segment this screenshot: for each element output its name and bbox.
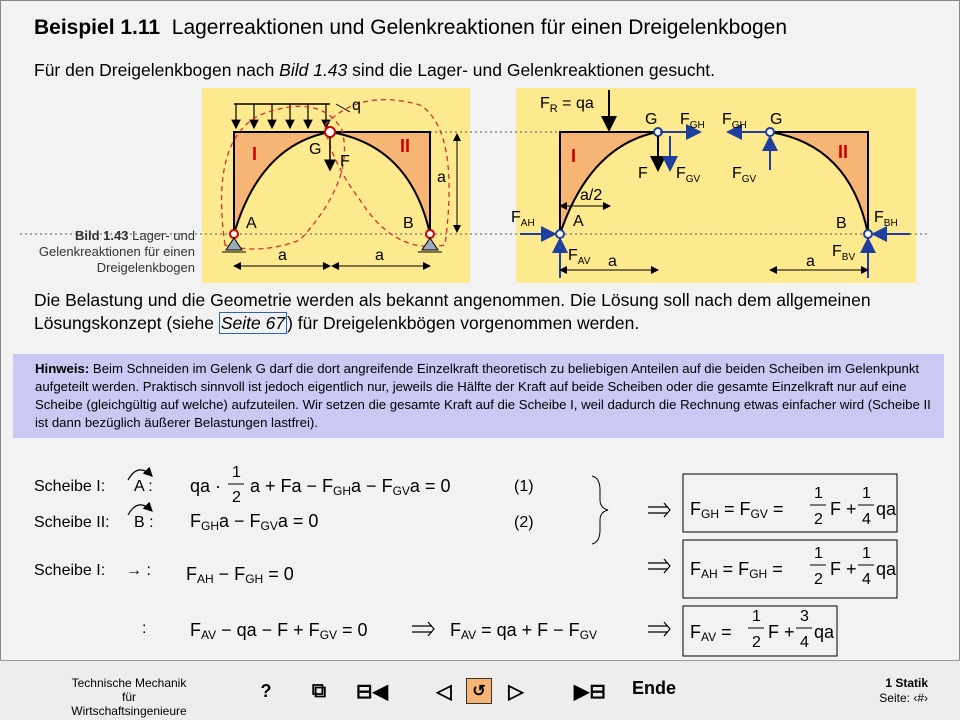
back-icon[interactable]: ◁ bbox=[436, 680, 452, 703]
label-B-right: B bbox=[836, 215, 847, 232]
svg-text:qa: qa bbox=[814, 622, 835, 642]
eq3: FAH − FGH = 0 bbox=[186, 564, 294, 586]
footer-right bbox=[879, 676, 928, 706]
label-II-right: II bbox=[838, 142, 849, 162]
return-icon[interactable]: ↺ bbox=[466, 678, 492, 704]
svg-text:1: 1 bbox=[232, 464, 241, 481]
label-I-left: I bbox=[252, 144, 258, 164]
row3-point: → : bbox=[126, 562, 151, 579]
label-a2: a bbox=[375, 247, 384, 264]
title-bold: Beispiel 1.11 bbox=[34, 16, 161, 39]
label-G-mid: G bbox=[645, 111, 658, 128]
label-FGV-right: $F_{GV}$ bbox=[732, 165, 757, 185]
end-button[interactable]: Ende bbox=[632, 678, 677, 698]
label-B-left: B bbox=[403, 215, 414, 232]
help-button[interactable]: ? bbox=[260, 680, 272, 701]
label-a-half: a/2 bbox=[580, 187, 603, 204]
res1: FGH = FGV = bbox=[690, 499, 784, 521]
paragraph-post: ) für Dreigelenkbögen vorgenommen werden. bbox=[287, 313, 640, 333]
svg-text:3: 3 bbox=[800, 608, 809, 625]
page-link[interactable]: Seite 67 bbox=[220, 313, 286, 333]
caption-text: Lager- und Gelenkreaktionen für einen Dreigelenkbogen bbox=[38, 228, 195, 275]
intro-pre: Für den Dreigelenkbogen nach bbox=[34, 60, 280, 80]
row2-num: (2) bbox=[514, 514, 534, 531]
label-a1: a bbox=[278, 247, 287, 264]
label-F-left: F bbox=[340, 153, 350, 170]
label-FGH-right: $F_{GH}$ bbox=[722, 111, 747, 131]
row4-point: : bbox=[142, 620, 147, 637]
first-page-icon[interactable]: ⊟◀ bbox=[355, 680, 389, 703]
label-FGH-mid: $F_{GH}$ bbox=[680, 111, 705, 131]
page-label: Seite: bbox=[879, 691, 910, 705]
eq1-b: a + Fa − FGHa − FGVa = 0 bbox=[250, 476, 451, 498]
copy-icon[interactable]: ⧉ bbox=[311, 679, 327, 702]
label-a-right: a bbox=[806, 253, 815, 270]
label-FR: $F_R$ = qa bbox=[540, 95, 594, 115]
label-FAV: $F_{AV}$ bbox=[568, 247, 591, 267]
footer-left: Technische Mechanik für Wirtschaftsingenieure bbox=[71, 676, 187, 718]
hint-text: Beim Schneiden im Gelenk G darf die dort angreifende Einzelkraft theoretisch zu beliebigen Anteilen auf die beiden Scheiben im Gelenkpunkt aufgeteilt werden. Praktisch sinnvoll ist jedoch eigentlich nur, jeweils die Hälfte der Kraft auf beide Scheiben oder die gesamte Einzelkraft nur auf eine Scheibe (gleichgültig auf welche) aufzuteilen. Wir setzen die gesamte Kraft auf die Scheibe I, weil dadurch die Rechnung etwas einfacher wird (Scheibe II ist dann bezüglich äußerer Belastungen lastfrei). bbox=[35, 361, 931, 430]
eq1-a: qa · bbox=[190, 476, 222, 496]
svg-text:2: 2 bbox=[752, 634, 761, 651]
implies-arrows bbox=[412, 503, 670, 636]
paragraph-pre: Die Belastung und die Geometrie werden als bekannt angenommen. Die Lösung soll nach dem allgemeinen Lösungskonzept (siehe bbox=[34, 290, 871, 333]
label-G-left: G bbox=[309, 141, 322, 158]
label-I-mid: I bbox=[571, 146, 577, 166]
svg-text:1: 1 bbox=[814, 545, 823, 562]
forward-icon[interactable]: ▷ bbox=[508, 680, 524, 703]
label-a-height: a bbox=[437, 169, 446, 186]
eq5: FAV = qa + F − FGV bbox=[450, 620, 598, 642]
label-A-mid: A bbox=[573, 213, 584, 230]
row1-point: A : bbox=[134, 478, 153, 495]
brace bbox=[592, 476, 608, 544]
svg-text:qa: qa bbox=[876, 499, 897, 519]
label-q: q bbox=[352, 97, 361, 114]
svg-text:1: 1 bbox=[862, 545, 871, 562]
hint-label: Hinweis: bbox=[35, 361, 90, 376]
svg-text:2: 2 bbox=[814, 571, 823, 588]
svg-text:F +: F + bbox=[830, 559, 857, 579]
chapter-label: 1 Statik bbox=[885, 676, 928, 690]
label-FBH: $F_{BH}$ bbox=[874, 209, 898, 229]
row2-label: Scheibe II: bbox=[34, 514, 110, 531]
svg-text:1: 1 bbox=[862, 485, 871, 502]
row3-label: Scheibe I: bbox=[34, 562, 106, 579]
svg-text:1: 1 bbox=[814, 485, 823, 502]
svg-text:4: 4 bbox=[862, 511, 871, 528]
svg-text:F +: F + bbox=[768, 622, 795, 642]
intro-post: sind die Lager- und Gelenkreaktionen gesucht. bbox=[347, 60, 716, 80]
svg-text:2: 2 bbox=[232, 489, 241, 506]
row2-point: B : bbox=[134, 514, 154, 531]
page-number-icon: ‹#› bbox=[913, 691, 928, 705]
eq2: FGHa − FGVa = 0 bbox=[190, 511, 319, 533]
label-FAH: $F_{AH}$ bbox=[511, 209, 535, 229]
label-II-left: II bbox=[400, 136, 411, 156]
intro-ref: Bild 1.43 bbox=[279, 60, 348, 80]
row1-num: (1) bbox=[514, 478, 534, 495]
svg-text:4: 4 bbox=[800, 634, 809, 651]
res3: FAV = bbox=[690, 622, 732, 644]
label-A-left: A bbox=[246, 215, 257, 232]
svg-text:F +: F + bbox=[830, 499, 857, 519]
svg-text:4: 4 bbox=[862, 571, 871, 588]
label-F-mid: F bbox=[638, 165, 648, 182]
label-FGV-mid: $F_{GV}$ bbox=[676, 165, 701, 185]
row1-label: Scheibe I: bbox=[34, 478, 106, 495]
res2: FAH = FGH = bbox=[690, 559, 783, 581]
svg-text:qa: qa bbox=[876, 559, 897, 579]
eq4: FAV − qa − F + FGV = 0 bbox=[190, 620, 368, 642]
label-FBV: $F_{BV}$ bbox=[832, 243, 856, 263]
svg-text:1: 1 bbox=[752, 608, 761, 625]
label-G-right: G bbox=[770, 111, 783, 128]
label-a-mid: a bbox=[608, 253, 617, 270]
caption-bold: Bild 1.43 bbox=[75, 228, 129, 243]
svg-text:2: 2 bbox=[814, 511, 823, 528]
last-page-icon[interactable]: ▶⊟ bbox=[573, 680, 607, 703]
title-text: Lagerreaktionen und Gelenkreaktionen für einen Dreigelenkbogen bbox=[171, 16, 788, 39]
